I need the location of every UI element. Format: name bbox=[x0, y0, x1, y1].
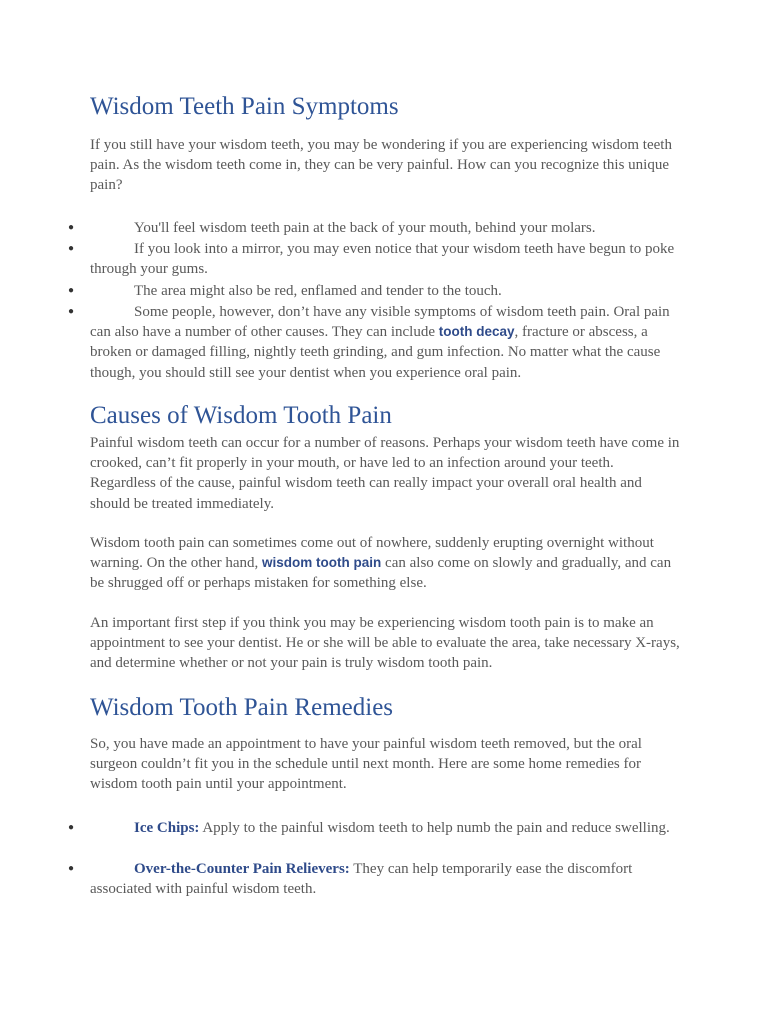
paragraph-causes-1: Painful wisdom teeth can occur for a number of reasons. Perhaps your wisdom teeth have come in crooked, can’t fit properly in your mouth, or have led to an infection around your teeth. Regardless of the cause, painful wisdom teeth can really impact your overall oral health and should be treated immediately. bbox=[90, 435, 680, 512]
list-item-text-continued: , fracture or abscess, a broken or damaged filling, nightly teeth grinding, and gum infection. No matter what the cause though, you should still see your dentist when you experience oral pain. bbox=[90, 324, 661, 381]
paragraph-text: Wisdom tooth pain can sometimes come out of nowhere, suddenly erupting overnight without warning. On the other hand, bbox=[90, 535, 654, 572]
paragraph-symptoms-intro: If you still have your wisdom teeth, you may be wondering if you are experiencing wisdom teeth pain. As the wisdom teeth come in, they can be very painful. How can you recognize this unique pain? bbox=[90, 137, 672, 194]
paragraph-causes-2 bbox=[90, 533, 682, 594]
paragraph-causes-3: An important first step if you think you may be experiencing wisdom tooth pain is to make an appointment to see your dentist. He or she will be able to evaluate the area, take necessary X-rays, and determine whether or not your pain is truly wisdom tooth pain. bbox=[90, 615, 680, 672]
list-item-text: If you look into a mirror, you may even notice that your wisdom teeth have begun to poke through your gums. bbox=[90, 241, 675, 278]
bullet-icon: ● bbox=[68, 306, 75, 317]
list-item bbox=[68, 239, 682, 279]
remedy-term: Over-the-Counter Pain Relievers: bbox=[134, 861, 350, 877]
remedy-term: Ice Chips: bbox=[134, 820, 200, 836]
list-item-text: Some people, however, don’t have any visible symptoms of wisdom teeth pain. Oral pain can also have a number of other causes. They can include bbox=[90, 304, 670, 341]
bullet-icon: ● bbox=[68, 863, 75, 874]
heading-symptoms: Wisdom Teeth Pain Symptoms bbox=[90, 93, 399, 120]
wisdom-tooth-pain-link[interactable]: wisdom tooth pain bbox=[262, 555, 382, 571]
heading-remedies: Wisdom Tooth Pain Remedies bbox=[90, 694, 394, 721]
list-item bbox=[68, 218, 682, 238]
bullet-icon: ● bbox=[68, 243, 75, 254]
list-item bbox=[68, 281, 682, 301]
list-item bbox=[68, 818, 682, 838]
list-item-text: You'll feel wisdom teeth pain at the back of your mouth, behind your molars. bbox=[134, 220, 596, 236]
list-item bbox=[68, 302, 682, 383]
list-item-text: The area might also be red, enflamed and tender to the touch. bbox=[134, 283, 502, 299]
paragraph-remedies-intro: So, you have made an appointment to have your painful wisdom teeth removed, but the oral surgeon couldn’t fit you in the schedule until next month. Here are some home remedies for wisdom tooth pain until your appointment. bbox=[90, 736, 642, 793]
list-item bbox=[68, 859, 682, 899]
bullet-icon: ● bbox=[68, 822, 75, 833]
bullet-icon: ● bbox=[68, 222, 75, 233]
tooth-decay-link[interactable]: tooth decay bbox=[438, 324, 515, 340]
remedy-text: Apply to the painful wisdom teeth to help numb the pain and reduce swelling. bbox=[199, 820, 670, 836]
heading-causes: Causes of Wisdom Tooth Pain bbox=[90, 402, 392, 429]
bullet-icon: ● bbox=[68, 285, 75, 296]
remedy-text: They can help temporarily ease the discomfort associated with painful wisdom teeth. bbox=[90, 861, 633, 898]
paragraph-text-continued: can also come on slowly and gradually, and can be shrugged off or perhaps mistaken for something else. bbox=[90, 555, 672, 592]
